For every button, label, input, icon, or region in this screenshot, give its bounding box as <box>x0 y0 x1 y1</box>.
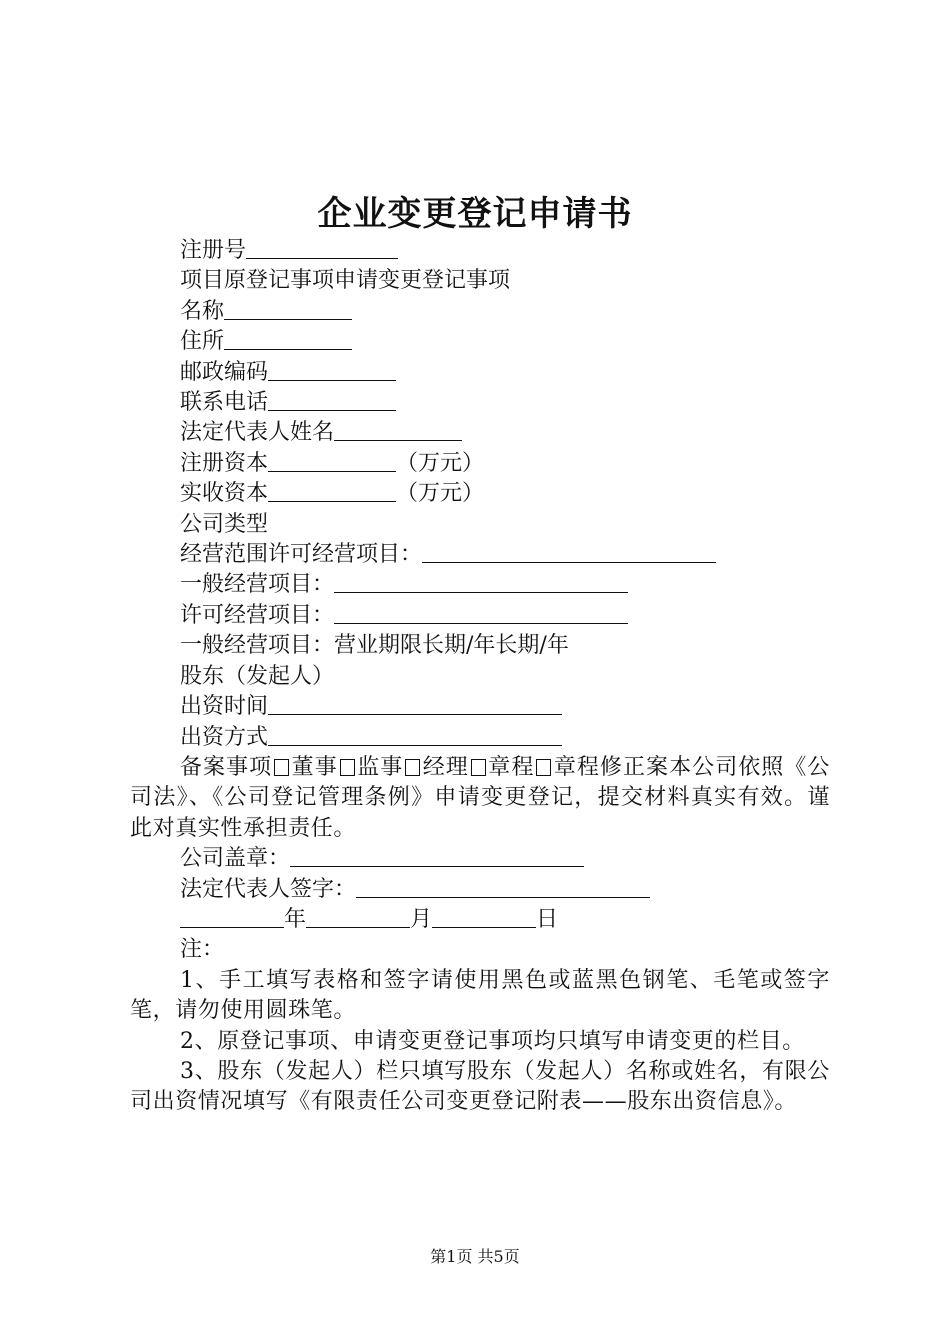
reg-no-label: 注册号 <box>180 238 247 263</box>
phone-blank[interactable] <box>268 388 396 411</box>
checkbox-supervisor[interactable] <box>340 759 355 776</box>
filing-option-supervisor: 监事 <box>356 754 404 780</box>
note-2: 2、原登记事项、申请变更登记事项均只填写申请变更的栏目。 <box>180 1028 805 1054</box>
reg-capital-unit: （万元） <box>396 450 485 476</box>
phone-label: 联系电话 <box>180 390 269 416</box>
filing-prefix: 备案事项 <box>180 754 273 780</box>
legal-rep-name-blank[interactable] <box>334 418 462 441</box>
reg-capital-blank[interactable] <box>268 449 396 472</box>
checkbox-articles-amendment[interactable] <box>536 759 551 776</box>
business-scope-blank[interactable] <box>422 540 716 563</box>
document-title: 企业变更登记申请书 <box>317 194 633 234</box>
general-items-label: 一般经营项目： <box>180 572 335 598</box>
postal-code-line <box>130 358 830 388</box>
paid-capital-line <box>130 479 830 509</box>
company-seal-line <box>130 844 830 874</box>
filing-option-articles-amendment: 章程修正案 <box>553 754 670 780</box>
date-line <box>130 905 830 935</box>
day-blank[interactable] <box>432 905 536 928</box>
day-label: 日 <box>536 906 559 932</box>
company-seal-label: 公司盖章： <box>180 846 291 872</box>
paid-capital-label: 实收资本 <box>180 481 269 507</box>
postal-code-label: 邮政编码 <box>180 359 269 385</box>
invest-time-blank[interactable] <box>268 692 562 715</box>
checkbox-articles[interactable] <box>471 759 486 776</box>
reg-no-blank[interactable] <box>246 236 398 259</box>
licensed-items-blank[interactable] <box>334 601 628 624</box>
month-blank[interactable] <box>306 905 410 928</box>
note-1: 1、手工填写表格和签字请使用黑色或蓝黑色钢笔、毛笔或签字笔，请勿使用圆珠笔。 <box>130 967 830 1024</box>
legal-rep-sign-blank[interactable] <box>356 875 650 898</box>
filing-option-articles: 章程 <box>487 754 535 780</box>
invest-method-blank[interactable] <box>268 723 562 746</box>
name-label: 名称 <box>180 298 225 324</box>
legal-rep-sign-label: 法定代表人签字： <box>180 876 357 902</box>
business-scope-label: 经营范围许可经营项目： <box>180 542 423 568</box>
checkbox-manager[interactable] <box>405 759 420 776</box>
reg-capital-label: 注册资本 <box>180 450 269 476</box>
year-label: 年 <box>284 906 307 932</box>
reg-capital-line <box>130 449 830 479</box>
business-scope-line <box>130 540 830 570</box>
name-blank[interactable] <box>224 297 352 320</box>
address-label: 住所 <box>180 329 225 355</box>
address-blank[interactable] <box>224 327 352 350</box>
shareholders-line: 股东（发起人） <box>180 663 335 689</box>
general-items-line <box>130 570 830 600</box>
name-line <box>130 297 830 327</box>
general-items-term-line: 一般经营项目：营业期限长期/年长期/年 <box>180 633 569 659</box>
invest-method-line <box>130 723 830 753</box>
company-type-line: 公司类型 <box>180 511 269 537</box>
month-label: 月 <box>410 906 433 932</box>
filing-statement: 本公司依照《公司法》、《公司登记管理条例》申请变更登记，提交材料真实有效。谨此对真实性承担责任。 <box>130 754 830 841</box>
licensed-items-label: 许可经营项目： <box>180 602 335 628</box>
filing-paragraph <box>130 753 830 844</box>
reg-no-line <box>130 236 830 266</box>
general-items-blank[interactable] <box>334 570 628 593</box>
address-line <box>130 327 830 357</box>
invest-time-label: 出资时间 <box>180 694 269 720</box>
paid-capital-unit: （万元） <box>396 481 485 507</box>
phone-line <box>130 388 830 418</box>
paid-capital-blank[interactable] <box>268 479 396 502</box>
filing-option-director: 董事 <box>291 754 338 780</box>
legal-rep-name-line <box>130 418 830 448</box>
legal-rep-sign-line <box>130 875 830 905</box>
document-body <box>130 236 830 1118</box>
checkbox-director[interactable] <box>274 759 289 776</box>
company-seal-blank[interactable] <box>290 844 584 867</box>
note-label: 注： <box>180 937 225 963</box>
postal-code-blank[interactable] <box>268 358 396 381</box>
invest-time-line <box>130 692 830 722</box>
invest-method-label: 出资方式 <box>180 724 269 750</box>
filing-option-manager: 经理 <box>422 754 469 780</box>
year-blank[interactable] <box>180 905 284 928</box>
note-3: 3、股东（发起人）栏只填写股东（发起人）名称或姓名，有限公司出资情况填写《有限责任公司变更登记附表——股东出资信息》。 <box>130 1058 830 1115</box>
legal-rep-name-label: 法定代表人姓名 <box>180 420 335 446</box>
licensed-items-line <box>130 601 830 631</box>
items-header: 项目原登记事项申请变更登记事项 <box>180 268 511 294</box>
page-footer: 第1页 共5页 <box>430 1247 520 1266</box>
